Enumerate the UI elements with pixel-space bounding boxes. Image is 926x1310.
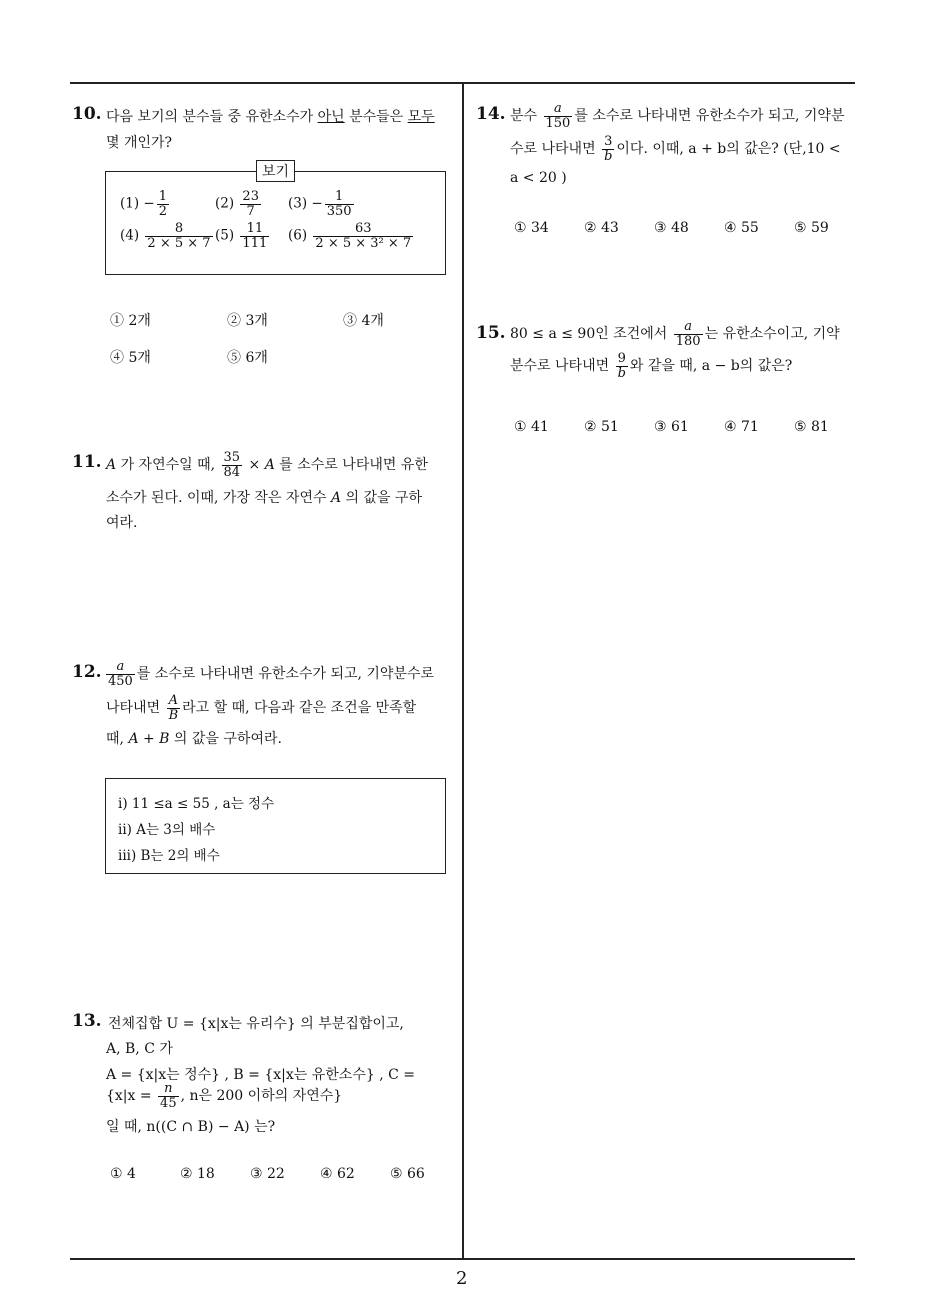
question-12-line1: $\frac{a}{450}$ 를 소수로 나타내면 유한소수가 되고, 기약분수로 — [108, 659, 435, 689]
example-item-3: (3) − $\frac{1}{350}$ — [288, 189, 352, 219]
bottom-rule — [70, 1258, 855, 1260]
question-10-number: 10. — [72, 104, 102, 124]
q15-choice-4[interactable]: ④ 71 — [724, 419, 759, 435]
q14-choice-3[interactable]: ③ 48 — [654, 220, 689, 236]
condition-1: i) 11 ≤a ≤ 55 , a는 정수 — [118, 796, 275, 812]
question-13-line5: 일 때, n((C ∩ B) − A) 는? — [106, 1119, 276, 1135]
question-12-line2: 나타내면 $\frac{A}{B}$ 라고 할 때, 다음과 같은 조건을 만족할 — [106, 693, 417, 723]
question-14-line2: 수로 나타내면 $\frac{3}{b}$ 이다. 이때, a + b의 값은? (단,10 < — [510, 134, 841, 164]
question-11-line2: 소수가 된다. 이때, 가장 작은 자연수 A 의 값을 구하 — [106, 490, 423, 506]
question-11-line1: A 가 자연수일 때, $\frac{35}{84}$ × A 를 소수로 나타내면 유한 — [106, 450, 428, 480]
example-box-title: 보기 — [256, 160, 295, 182]
q10-choice-2[interactable]: ② 3개 — [227, 313, 268, 329]
question-12-line3: 때, A + B 의 값을 구하여라. — [106, 731, 282, 747]
question-11-line3: 여라. — [106, 515, 138, 531]
question-13-number: 13. — [72, 1011, 102, 1031]
example-item-1: (1) − $\frac{1}{2}$ — [120, 189, 168, 219]
example-item-6: (6) $\frac{63}{\text{2 × 5 × 3² × 7}}$ — [288, 221, 412, 251]
q13-choice-4[interactable]: ④ 62 — [320, 1166, 355, 1182]
q10-choice-1[interactable]: ① 2개 — [110, 313, 151, 329]
column-divider — [462, 82, 464, 1258]
question-15-line1: 80 ≤ a ≤ 90인 조건에서 $\frac{a}{180}$ 는 유한소수이고, 기약 — [510, 319, 840, 349]
question-10-line2: 몇 개인가? — [106, 135, 173, 151]
q10-choice-3[interactable]: ③ 4개 — [343, 313, 384, 329]
question-12-number: 12. — [72, 662, 102, 682]
q13-choice-3[interactable]: ③ 22 — [250, 1166, 285, 1182]
q14-choice-5[interactable]: ⑤ 59 — [794, 220, 829, 236]
q10-choice-5[interactable]: ⑤ 6개 — [227, 350, 268, 366]
question-10-line1: 다음 보기의 분수들 중 유한소수가 아닌 분수들은 모두 — [106, 109, 435, 125]
q13-choice-2[interactable]: ② 18 — [180, 1166, 215, 1182]
q14-choice-2[interactable]: ② 43 — [584, 220, 619, 236]
q15-choice-1[interactable]: ① 41 — [514, 419, 549, 435]
example-item-2: (2) $\frac{23}{7}$ — [215, 189, 259, 219]
page-number: 2 — [456, 1268, 468, 1289]
question-15-number: 15. — [476, 323, 506, 343]
q15-choice-3[interactable]: ③ 61 — [654, 419, 689, 435]
q13-choice-5[interactable]: ⑤ 66 — [390, 1166, 425, 1182]
q14-choice-4[interactable]: ④ 55 — [724, 220, 759, 236]
question-13-line1: 전체집합 U = {x|x는 유리수} 의 부분집합이고, — [108, 1016, 404, 1032]
question-14-line3: a < 20 ) — [510, 170, 567, 186]
q13-choice-1[interactable]: ① 4 — [110, 1166, 136, 1182]
question-15-line2: 분수로 나타내면 $\frac{9}{b}$ 와 같을 때, a − b의 값은? — [510, 351, 793, 381]
example-item-4: (4) $\frac{8}{2 \times 5 \times 7}$ — [120, 221, 211, 251]
q15-choice-2[interactable]: ② 51 — [584, 419, 619, 435]
question-13-line2: A, B, C 가 — [106, 1041, 173, 1057]
condition-3: iii) B는 2의 배수 — [118, 848, 220, 864]
example-item-5: (5) $\frac{11}{111}$ — [215, 221, 268, 251]
question-11-number: 11. — [72, 452, 102, 472]
question-13-line4: {x|x = $\frac{n}{45}$ , n은 200 이하의 자연수} — [106, 1081, 343, 1111]
q14-choice-1[interactable]: ① 34 — [514, 220, 549, 236]
question-13-line3: A = {x|x는 정수} , B = {x|x는 유한소수} , C = — [106, 1067, 415, 1083]
q10-choice-4[interactable]: ④ 5개 — [110, 350, 151, 366]
question-14-number: 14. — [476, 104, 506, 124]
question-14-line1: 분수 $\frac{a}{150}$ 를 소수로 나타내면 유한소수가 되고, 기약분 — [510, 101, 845, 131]
q15-choice-5[interactable]: ⑤ 81 — [794, 419, 829, 435]
condition-2: ii) A는 3의 배수 — [118, 822, 216, 838]
